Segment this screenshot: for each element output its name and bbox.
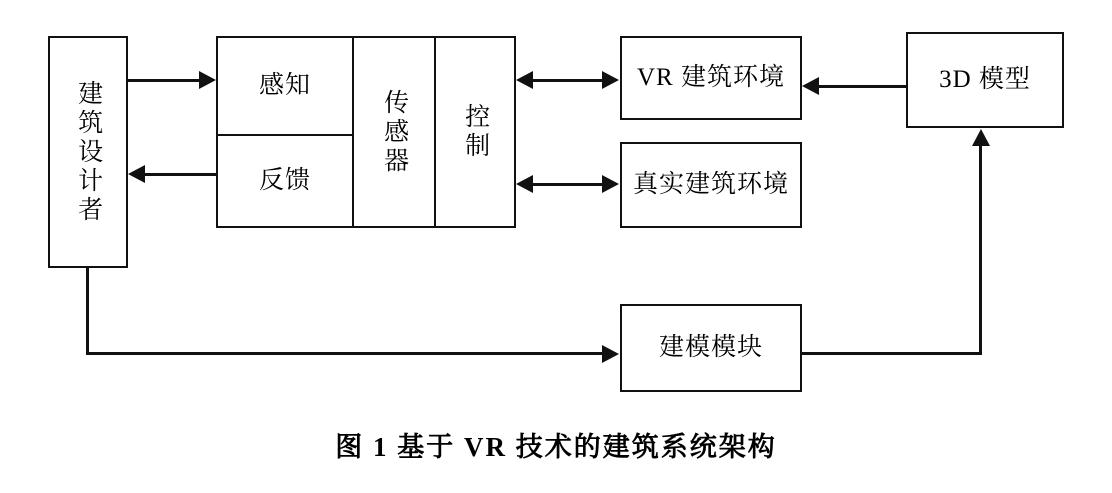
node-modeling-module-label: 建模模块 (658, 334, 763, 362)
node-perception-label: 感知 (258, 72, 311, 100)
node-perception (216, 36, 354, 136)
connector-control-real (533, 183, 603, 186)
node-sensor-label: 传感器 (380, 88, 408, 176)
arrowhead-control-vr-left (516, 71, 533, 89)
arrowhead-modeling-3dmodel (972, 129, 990, 146)
connector-modeling-3dmodel-horizontal (802, 352, 982, 355)
connector-designer-modeling-horizontal (86, 352, 603, 355)
arrowhead-3dmodel-vr (802, 77, 819, 95)
node-designer (48, 36, 128, 268)
connector-designer-perception (128, 79, 200, 82)
arrowhead-control-real-right (602, 175, 619, 193)
node-real-environment-label: 真实建筑环境 (632, 171, 789, 199)
node-control (434, 36, 516, 228)
arrowhead-control-vr-right (602, 71, 619, 89)
arrowhead-designer-perception (199, 71, 216, 89)
connector-3dmodel-vr (819, 85, 906, 88)
node-real-environment (620, 142, 802, 228)
connector-feedback-designer (145, 173, 216, 176)
node-feedback-label: 反馈 (258, 167, 311, 195)
node-designer-label: 建筑设计者 (74, 79, 102, 225)
node-sensor (352, 36, 436, 228)
node-control-label: 控制 (461, 103, 489, 161)
connector-control-vr (533, 79, 603, 82)
connector-designer-modeling-vertical (86, 266, 89, 354)
node-modeling-module (620, 304, 802, 392)
node-vr-environment-label: VR 建筑环境 (637, 64, 785, 92)
figure-caption: 图 1 基于 VR 技术的建筑系统架构 (335, 432, 777, 462)
connector-modeling-3dmodel-vertical (979, 146, 982, 354)
arrowhead-designer-modeling (602, 345, 619, 363)
node-vr-environment (620, 36, 802, 120)
arrowhead-control-real-left (516, 175, 533, 193)
node-3d-model-label: 3D 模型 (939, 66, 1031, 94)
node-feedback (216, 134, 354, 228)
node-3d-model (906, 32, 1064, 128)
arrowhead-feedback-designer (128, 165, 145, 183)
